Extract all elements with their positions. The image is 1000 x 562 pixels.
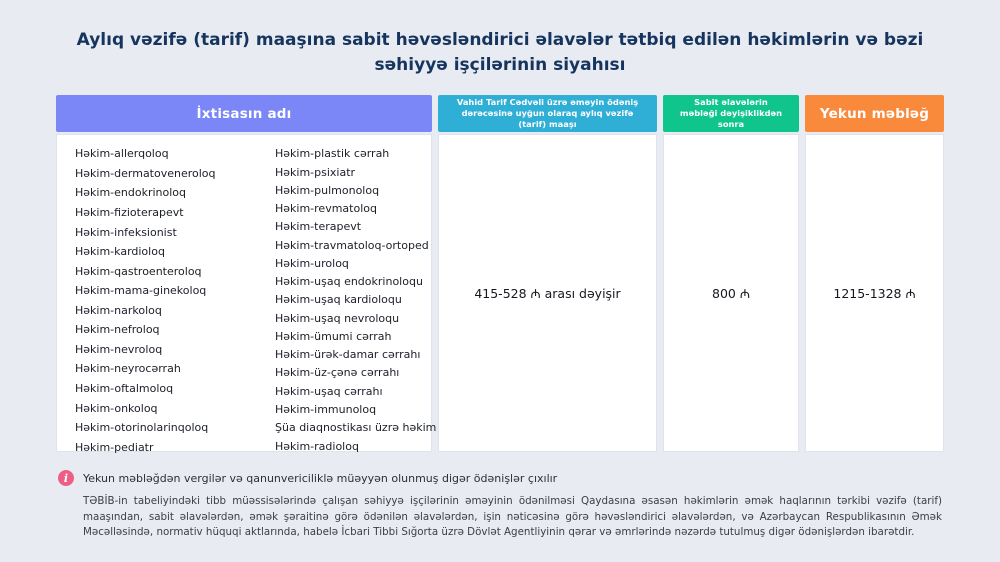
- specialty-list-right: [275, 148, 436, 451]
- specialty-item: Həkim-uşaq kardioloqu: [275, 293, 402, 307]
- specialty-item: Həkim-otorinolarinqoloq: [75, 421, 209, 435]
- specialty-item: Həkim-qastroenteroloq: [75, 264, 202, 278]
- specialty-item: Həkim-narkoloq: [75, 303, 162, 317]
- specialty-item: Həkim-pulmonoloq: [275, 183, 380, 197]
- specialty-item: Həkim-infeksionist: [75, 225, 177, 239]
- specialty-list-left: [75, 147, 275, 454]
- specialty-item: Həkim-psixiatr: [275, 165, 356, 179]
- specialty-item: Həkim-nefroloq: [75, 323, 160, 337]
- column-header-specialty: İxtisasın adı: [56, 95, 432, 132]
- specialty-item: Həkim-terapevt: [275, 220, 362, 234]
- footnotes: [58, 470, 942, 540]
- footnote-paragraph: TƏBİB-in tabeliyindəki tibb müəssisələrində çalışan səhiyyə işçilərinin əməyinin ödənilməsi Qaydasına əsasən həkimlərin əmək haqlarının tərkibi vəzifə (tarif) maaşından, sabit əlavələrdən, əmək şəraitinə görə ödənilən əlavələrdən, işin nəticəsinə görə həvəsləndirici əlavələrdən, və Azərbaycan Respublikasının Əmək Məcəlləsində, normativ hüquqi aktlarında, habelə İcbari Tibbi Sığorta üzrə Dövlət Agentliyinin qərar və əmrlərində nəzərdə tutulmuş digər ödənişlərdən ibarətdir.: [83, 495, 942, 539]
- specialty-item: Həkim-kardioloq: [75, 245, 165, 259]
- footnote-line: [58, 470, 942, 486]
- specialty-item: Həkim-nevroloq: [75, 342, 163, 356]
- specialty-item: Həkim-pediatr: [75, 440, 154, 454]
- specialty-item: Həkim-travmatoloq-ortoped: [275, 238, 429, 252]
- specialty-item: Həkim-neyrocərrah: [75, 362, 181, 376]
- specialty-item: Həkim-uroloq: [275, 256, 349, 270]
- column-header-fixed-addition: Sabit əlavələrin məbləği dəyişiklikdən sonra: [663, 95, 799, 132]
- specialty-item: Şüa diaqnostikası üzrə həkim: [275, 421, 437, 435]
- tariff-salary-value: 415-528 ₼ arası dəyişir: [474, 285, 621, 301]
- specialty-item: Həkim-revmatoloq: [275, 202, 377, 216]
- specialty-item: Həkim-uşaq nevroloqu: [275, 311, 400, 325]
- footnote-text: Yekun məbləğdən vergilər və qanunvericiliklə müəyyən olunmuş digər ödənişlər çıxılır: [83, 471, 558, 485]
- specialty-item: Həkim-endokrinoloq: [75, 186, 187, 200]
- salary-table: [56, 95, 944, 452]
- total-amount-value: 1215-1328 ₼: [833, 285, 916, 301]
- specialty-item: Həkim-immunoloq: [275, 403, 377, 416]
- column-specialty: [56, 95, 437, 454]
- column-header-total-amount: Yekun məbləğ: [805, 95, 944, 132]
- specialty-item: Həkim-mama-ginekoloq: [75, 284, 207, 298]
- fixed-addition-value-cell: [663, 134, 799, 452]
- specialty-item: Həkim-plastik cərrah: [275, 147, 390, 161]
- specialty-item: Həkim-dermatoveneroloq: [75, 166, 216, 180]
- info-icon: i: [58, 470, 74, 486]
- column-header-tariff-salary: Vahid Tarif Cədvəli üzrə əməyin ödəniş dərəcəsinə uyğun olaraq aylıq vəzifə (tarif) maaşı: [438, 95, 657, 132]
- column-tariff-salary: [438, 95, 657, 452]
- specialty-item: Həkim-uşaq cərrahı: [275, 384, 383, 398]
- total-amount-value-cell: [805, 134, 944, 452]
- specialty-list-cell: [56, 134, 437, 454]
- column-fixed-addition: [663, 95, 799, 452]
- specialty-item: Həkim-oftalmoloq: [75, 382, 174, 396]
- specialty-item: Həkim-ürək-damar cərrahı: [275, 348, 421, 362]
- specialty-item: Həkim-onkoloq: [75, 401, 158, 415]
- specialty-item: Həkim-ümumi cərrah: [275, 329, 392, 343]
- fixed-addition-value: 800 ₼: [712, 285, 750, 301]
- specialty-item: Həkim-fizioterapevt: [75, 205, 184, 219]
- page-title: Aylıq vəzifə (tarif) maaşına sabit həvəsləndirici əlavələr tətbiq edilən həkimlərin və bəzi səhiyyə işçilərinin siyahısı: [76, 30, 924, 75]
- specialty-item: Həkim-üz-çənə cərrahı: [275, 366, 400, 380]
- specialty-item: Həkim-allerqoloq: [75, 147, 169, 161]
- specialty-item: Həkim-uşaq endokrinoloqu: [275, 275, 423, 289]
- column-total-amount: [805, 95, 944, 452]
- specialty-item: Həkim-radioloq: [275, 439, 359, 453]
- tariff-salary-value-cell: [438, 134, 657, 452]
